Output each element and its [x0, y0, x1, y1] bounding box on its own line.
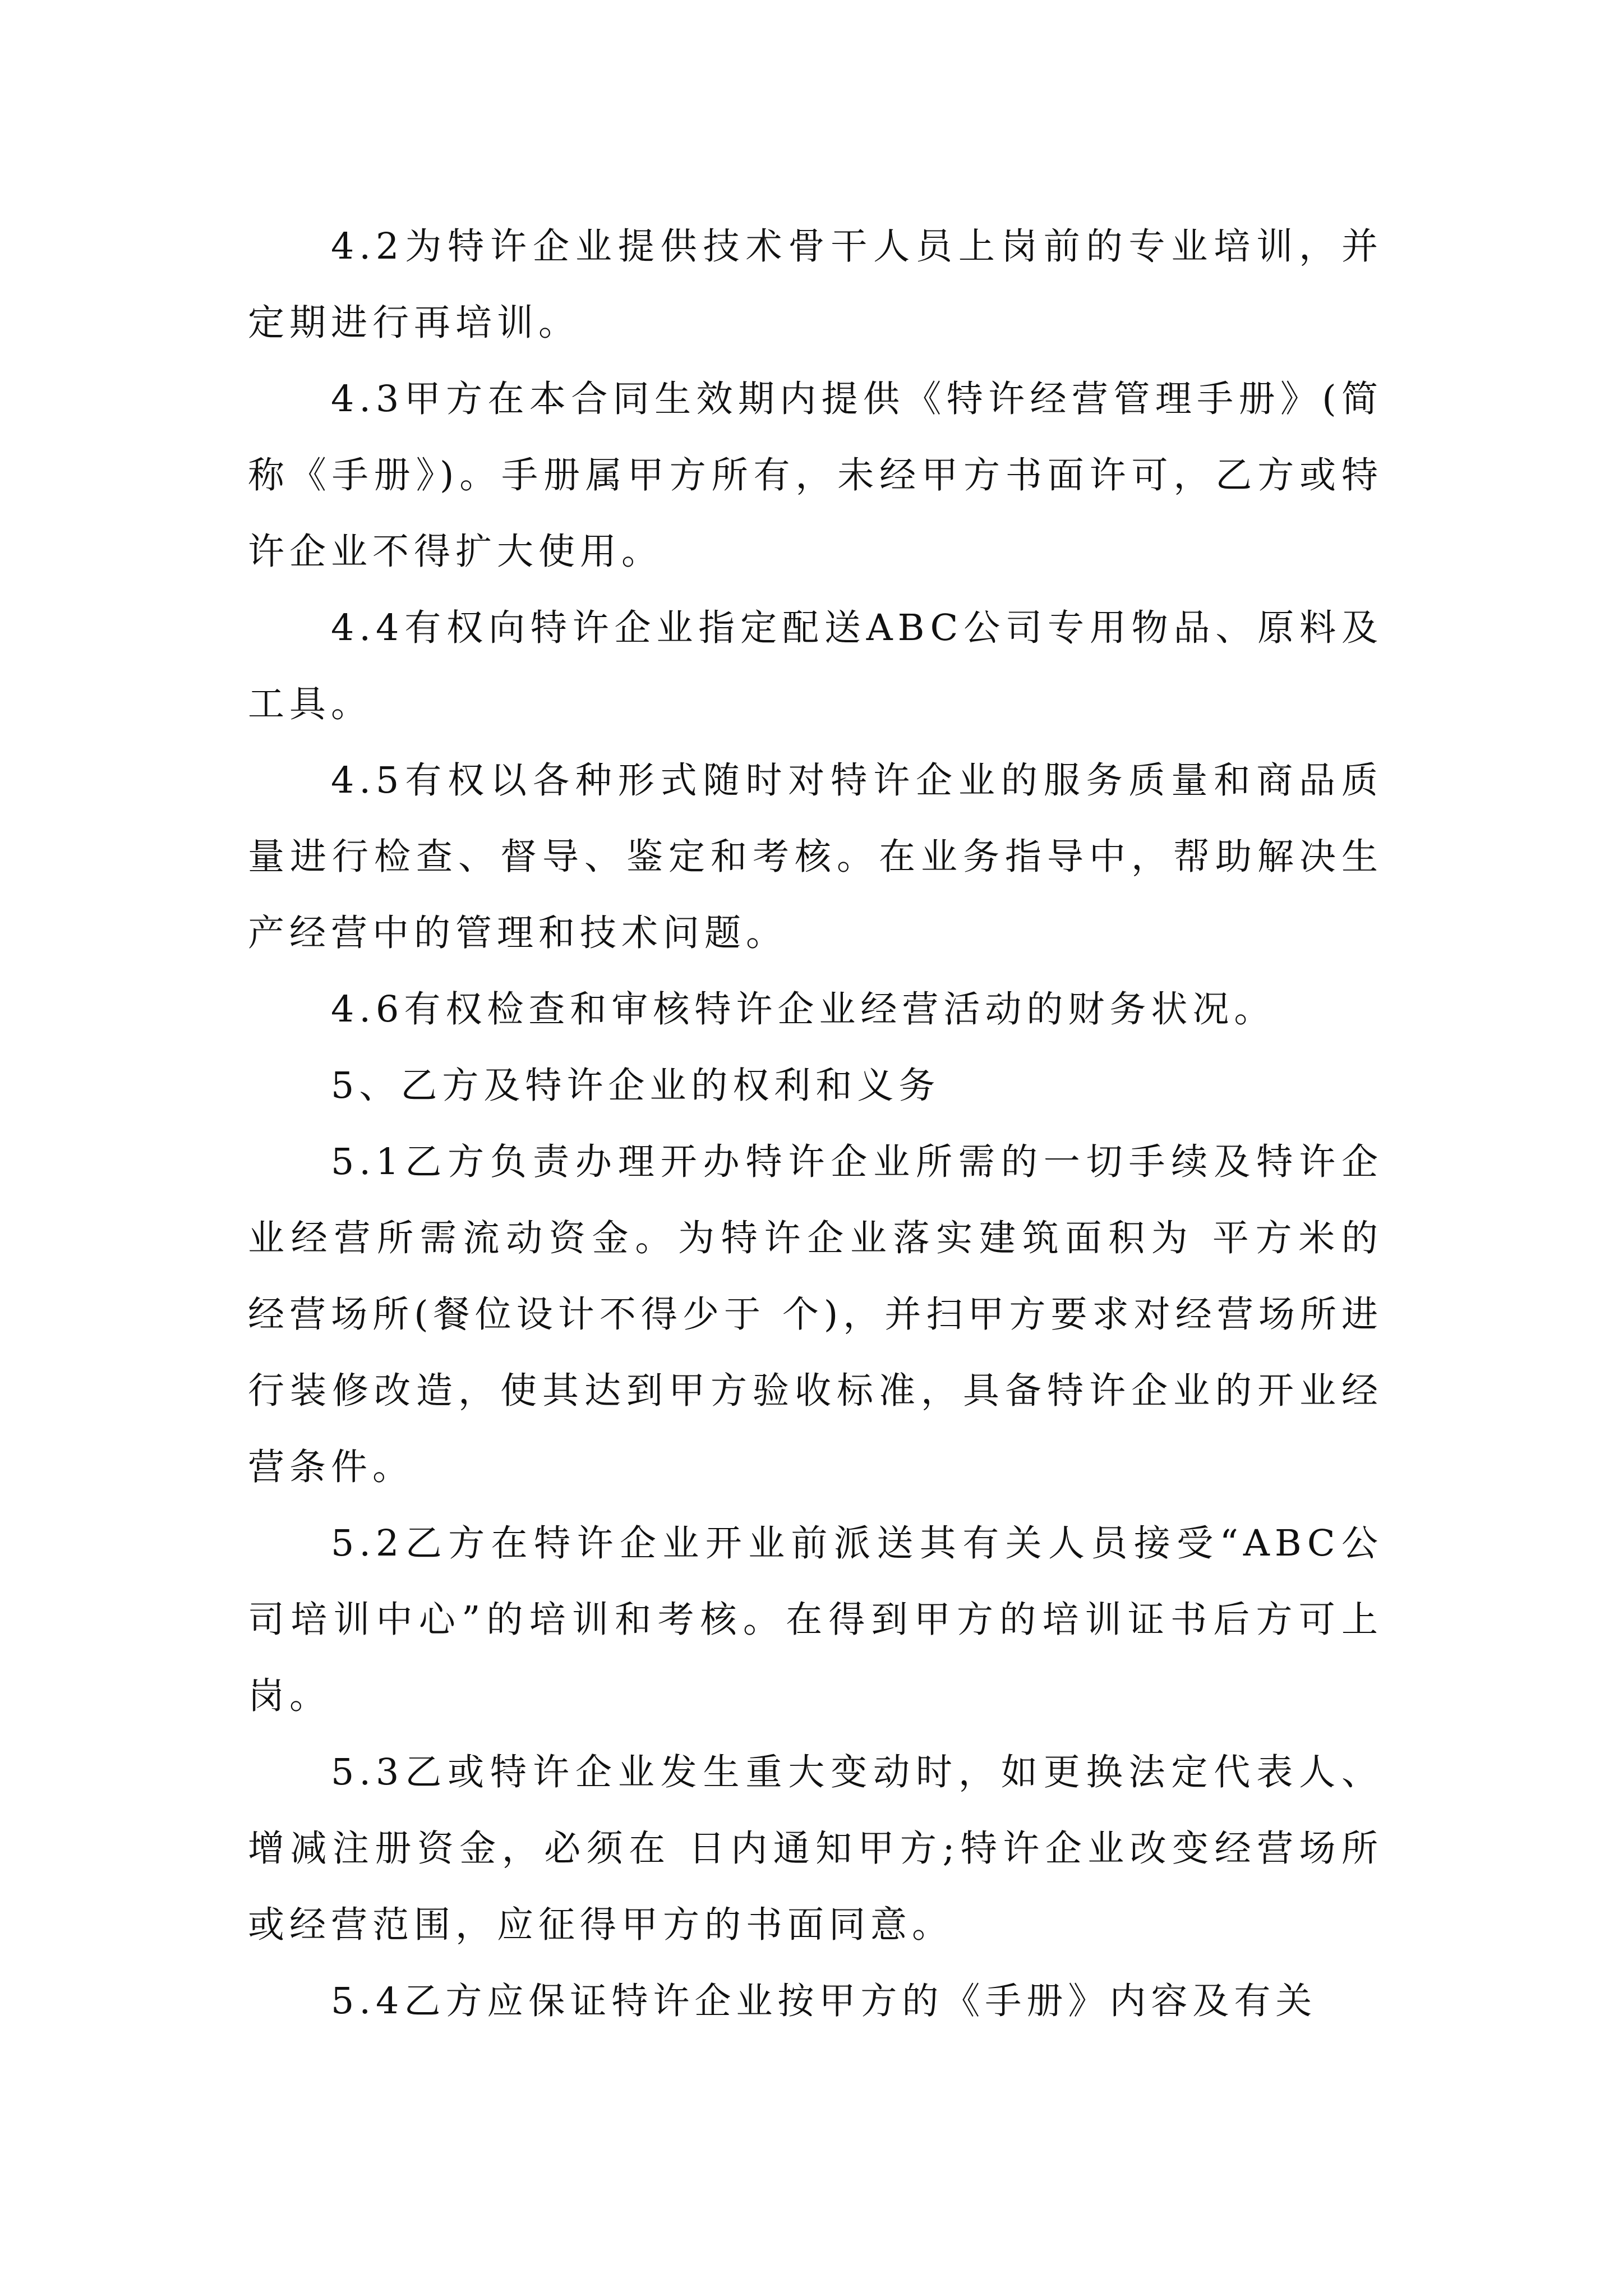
clause-4-4: 4.4有权向特许企业指定配送ABC公司专用物品、原料及工具。: [248, 607, 1383, 725]
clause-5-2: 5.2乙方在特许企业开业前派送其有关人员接受“ABC公司培训中心”的培训和考核。在得到甲方的培训证书后方可上岗。: [248, 1522, 1383, 1717]
clause-5-1: 5.1乙方负责办理开办特许企业所需的一切手续及特许企业经营所需流动资金。为特许企业落实建筑面积为 平方米的经营场所(餐位设计不得少于 个)，并扫甲方要求对经营场所进行装修改造，使其达到甲方验收标准，具备特许企业的开业经营条件。: [248, 1141, 1383, 1488]
clause-4-5: 4.5有权以各种形式随时对特许企业的服务质量和商品质量进行检查、督导、鉴定和考核。在业务指导中，帮助解决生产经营中的管理和技术问题。: [248, 760, 1383, 954]
contract-body: [248, 209, 1383, 2040]
clause-4-2: 4.2为特许企业提供技术骨干人员上岗前的专业培训，并定期进行再培训。: [248, 226, 1383, 344]
clause-5-4: 5.4乙方应保证特许企业按甲方的《手册》内容及有关: [331, 1980, 1317, 2022]
clause-4-6: 4.6有权检查和审核特许企业经营活动的财务状况。: [331, 988, 1276, 1030]
clause-4-3: 4.3甲方在本合同生效期内提供《特许经营管理手册》(简称《手册》)。手册属甲方所有，未经甲方书面许可，乙方或特许企业不得扩大使用。: [248, 378, 1383, 573]
clause-5-3: 5.3乙或特许企业发生重大变动时，如更换法定代表人、增减注册资金，必须在 日内通知甲方;特许企业改变经营场所或经营范围，应征得甲方的书面同意。: [248, 1751, 1383, 1946]
section-5-heading: 5、乙方及特许企业的权利和义务: [331, 1065, 940, 1107]
